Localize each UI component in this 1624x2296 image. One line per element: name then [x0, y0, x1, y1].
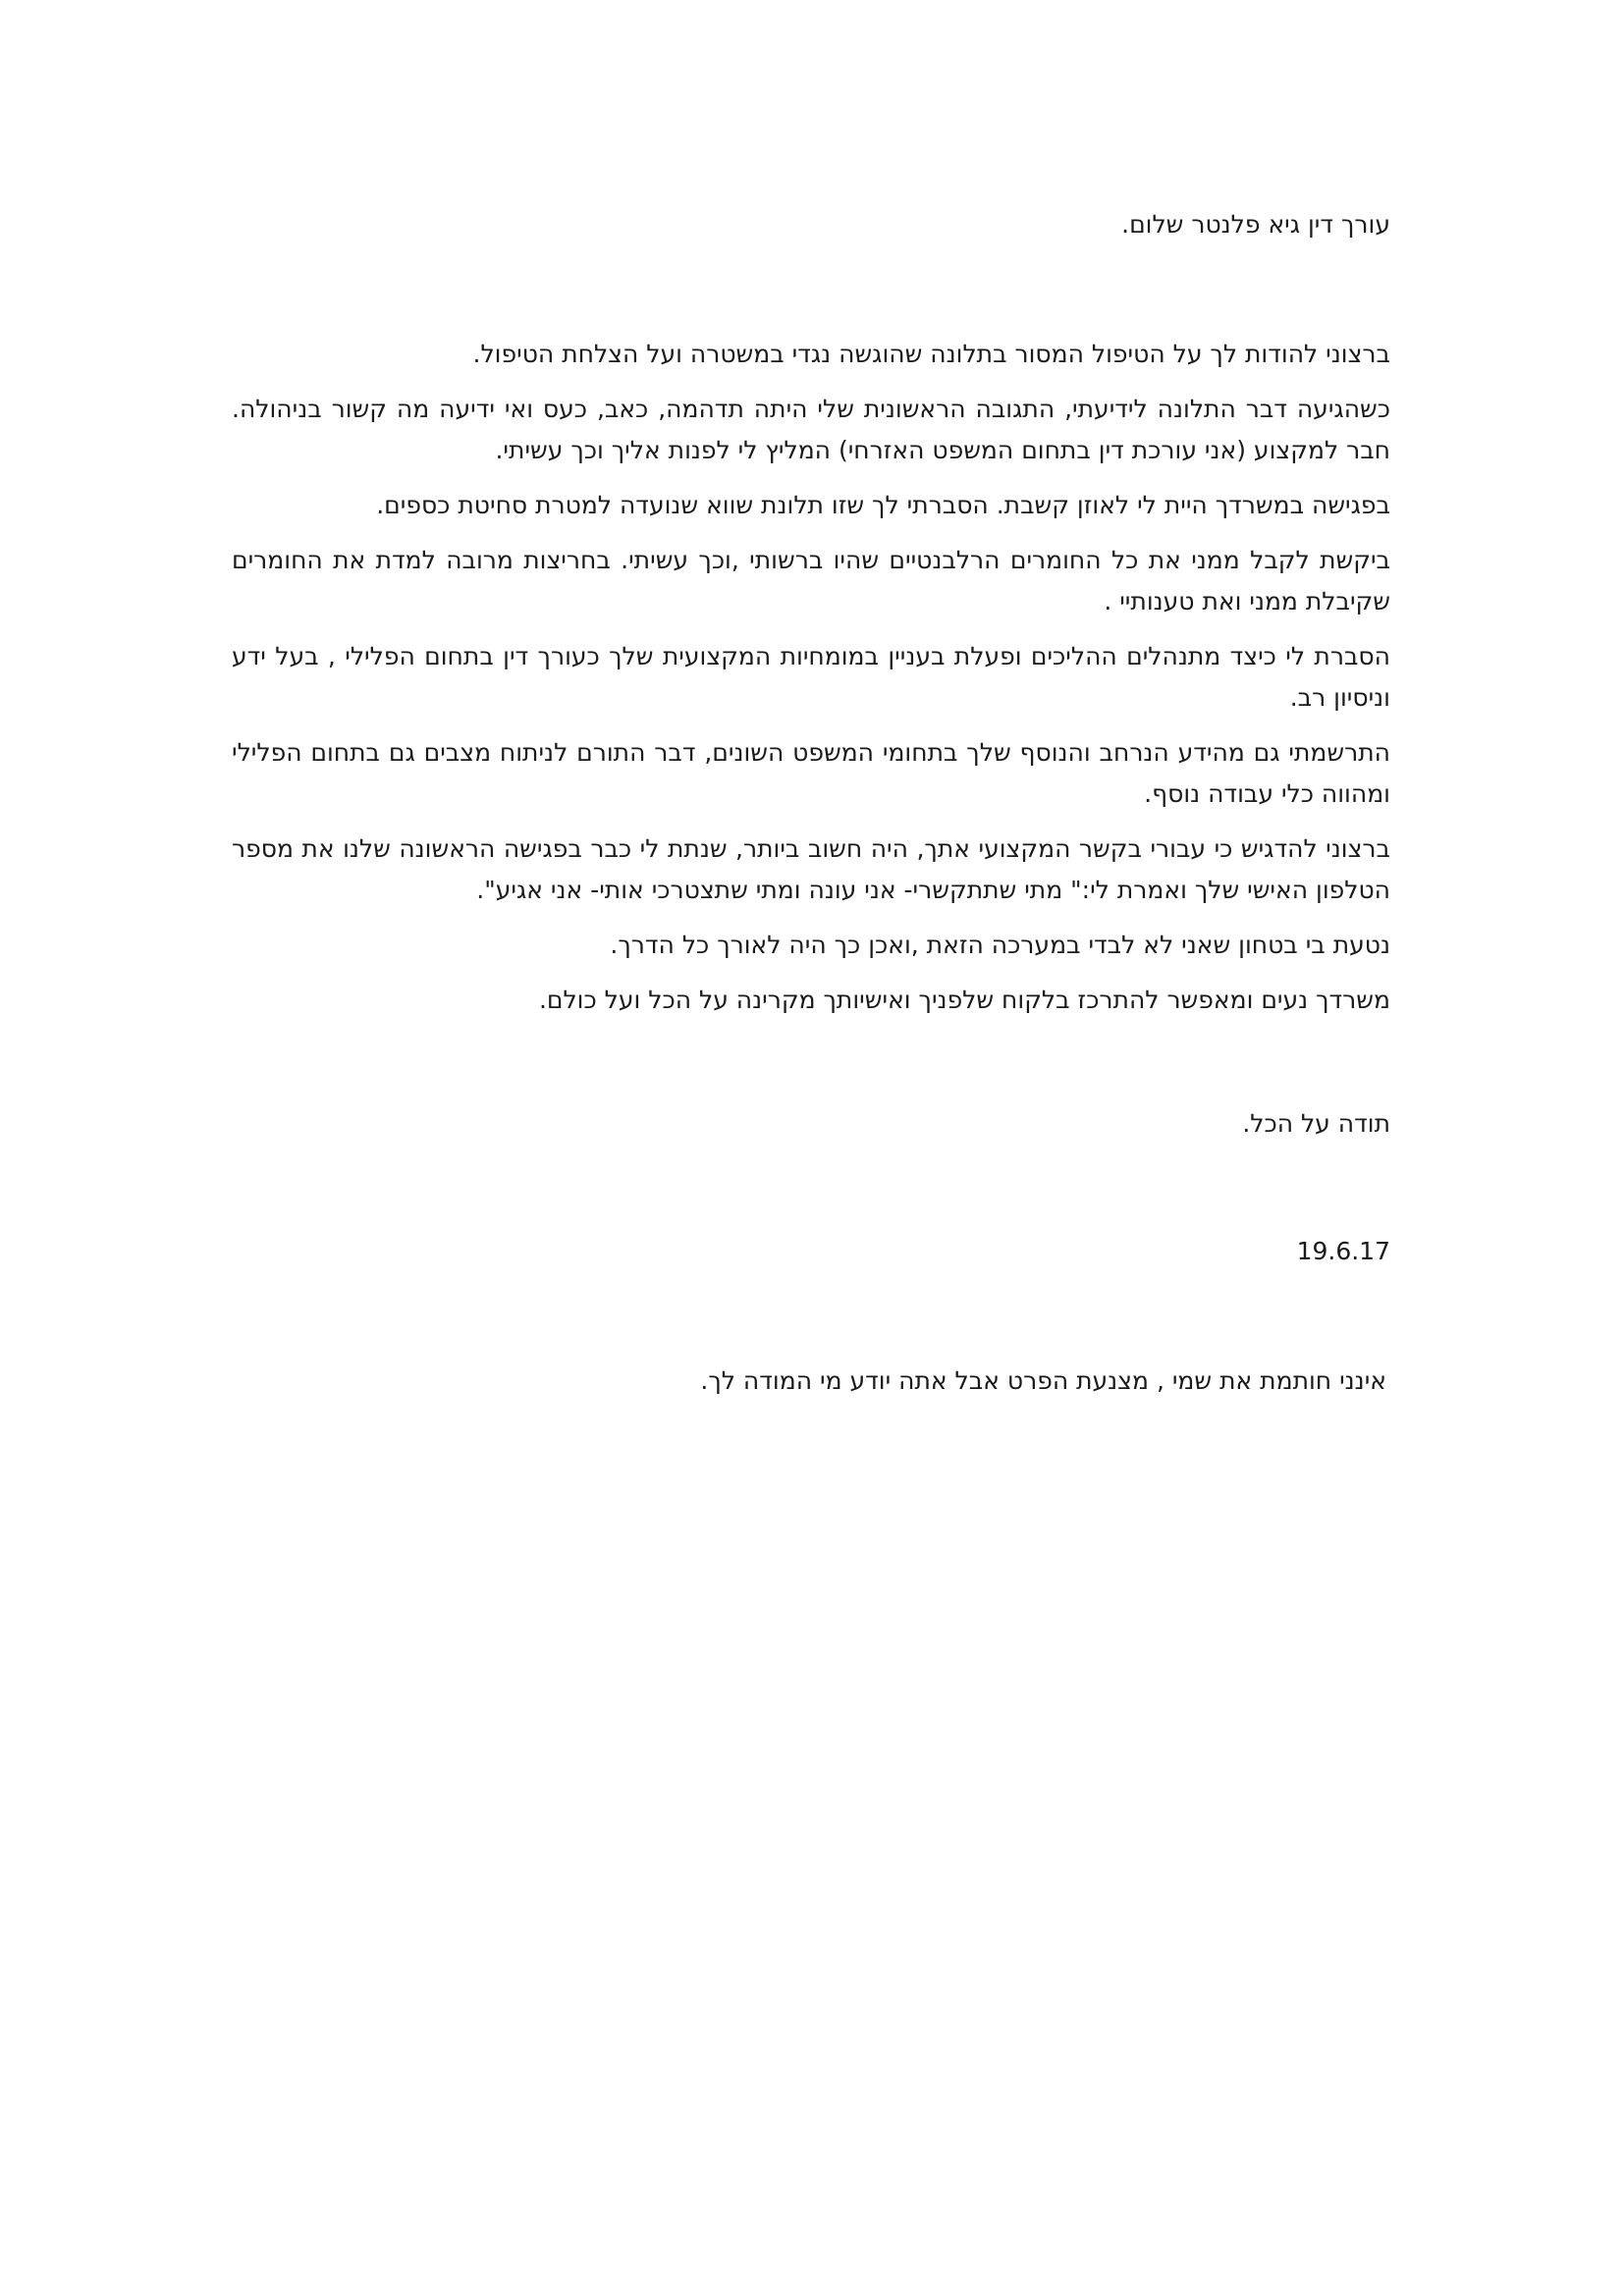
- paragraph-availability: ברצוני להדגיש כי עבורי בקשר המקצועי אתך, היה חשוב ביותר, שנתת לי כבר בפגישה הראשונה שלנו את מספר הטלפון האישי שלך ואמרת לי:" מתי שתתקשרי- אני עונה ומתי שתצטרכי אותי- אני אגיע".: [232, 834, 1390, 904]
- letter-body: [232, 204, 1390, 1402]
- paragraph-confidence: נטעת בי בטחון שאני לא לבדי במערכה הזאת ,ואכן כך היה לאורך כל הדרך.: [610, 931, 1390, 959]
- paragraph-office: משרדך נעים ומאפשר להתרכז בלקוח שלפניך ואישיותך מקרינה על הכל ועל כולם.: [538, 986, 1390, 1014]
- paragraph-materials: ביקשת לקבל ממני את כל החומרים הרלבנטיים שהיו ברשותי ,וכך עשיתי. בחריצות מרובה למדת את החומרים שקיבלת ממני ואת טענותיי .: [232, 546, 1390, 615]
- paragraph-procedures: הסברת לי כיצד מתנהלים ההליכים ופעלת בעניין במומחיות המקצועית שלך כעורך דין בתחום הפלילי , בעל ידע וניסיון רב.: [232, 642, 1390, 712]
- letter-closing: תודה על הכל.: [1242, 1109, 1390, 1138]
- paragraph-complaint-reaction: כשהגיעה דבר התלונה לידיעתי, התגובה הראשונית שלי היתה תדהמה, כאב, כעס ואי ידיעה מה קשור בניהולה. חבר למקצוע (אני עורכת דין בתחום המשפט האזרחי) המליץ לי לפנות אליך וכך עשיתי.: [232, 395, 1390, 464]
- paragraph-knowledge: התרשמתי גם מהידע הנרחב והנוסף שלך בתחומי המשפט השונים, דבר התורם לניתוח מצבים גם בתחום הפלילי ומהווה כלי עבודה נוסף.: [232, 738, 1390, 808]
- paragraph-thanks-intro: ברצוני להודות לך על הטיפול המסור בתלונה שהוגשה נגדי במשטרה ועל הצלחת הטיפול.: [472, 340, 1390, 368]
- letter-signoff: אינני חותמת את שמי , מצנעת הפרט אבל אתה יודע מי המודה לך.: [700, 1366, 1386, 1395]
- letter-greeting: עורך דין גיא פלנטר שלום.: [1121, 210, 1390, 239]
- paragraph-first-meeting: בפגישה במשרדך היית לי לאוזן קשבת. הסברתי לך שזו תלונת שווא שנועדה למטרת סחיטת כספים.: [376, 491, 1390, 519]
- letter-date: 19.6.17: [1296, 1237, 1390, 1265]
